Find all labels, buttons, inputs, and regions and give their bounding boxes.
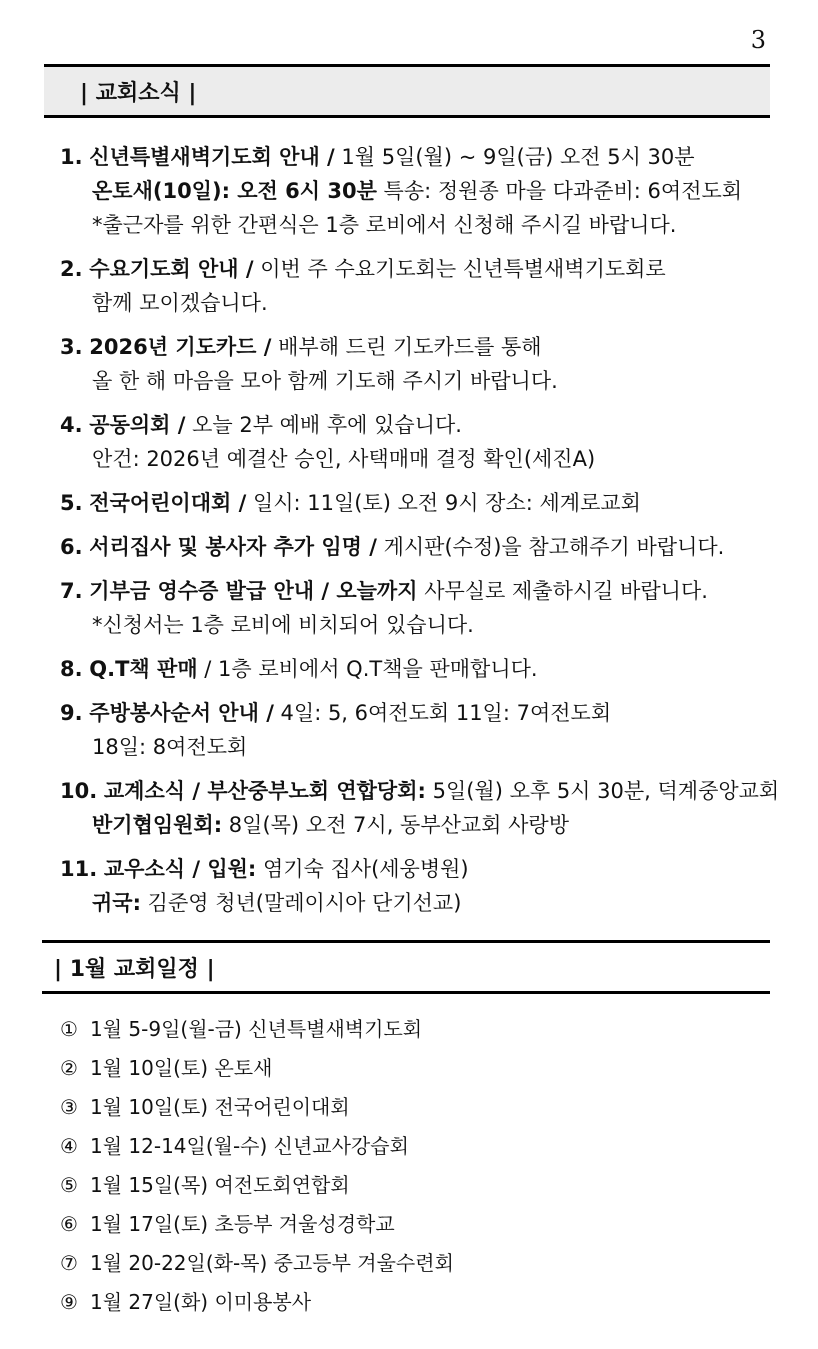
news-item-line <box>60 335 542 359</box>
schedule-item-text: 1월 12-14일(월-수) 신년교사강습회 <box>90 1134 409 1158</box>
news-item-line <box>60 701 611 725</box>
schedule-item <box>60 1205 454 1244</box>
news-item-number: 11. <box>60 857 98 881</box>
schedule-item <box>60 1088 454 1127</box>
news-item <box>60 408 780 476</box>
page-number: 3 <box>750 26 766 54</box>
news-item-line2-text: *신청서는 1층 로비에 비치되어 있습니다. <box>92 613 474 637</box>
news-item-line2 <box>60 808 780 842</box>
news-item-line <box>60 257 666 281</box>
news-item-number: 10. <box>60 779 98 803</box>
news-item <box>60 486 780 520</box>
news-item-title: 수요기도회 안내 / <box>89 257 254 281</box>
news-item-line2-text: 8일(목) 오전 7시, 동부산교회 사랑방 <box>222 813 570 837</box>
news-item-line2-bold: 귀국: <box>92 891 141 915</box>
news-item-line <box>60 491 641 515</box>
schedule-list <box>60 1010 454 1322</box>
news-item-line2-text: 김준영 청년(말레이시아 단기선교) <box>140 891 462 915</box>
news-item-line2-text: 함께 모이겠습니다. <box>92 291 268 315</box>
news-item-text: 1월 5일(월) ~ 9일(금) 오전 5시 30분 <box>334 145 695 169</box>
news-item-number: 9. <box>60 701 83 725</box>
schedule-item <box>60 1010 454 1049</box>
schedule-item <box>60 1127 454 1166</box>
news-item-text: 염기숙 집사(세웅병원) <box>256 857 469 881</box>
schedule-item <box>60 1283 454 1322</box>
news-item-line2-text: 특송: 정원종 마을 다과준비: 6여전도회 <box>376 179 743 203</box>
news-item-text: 4일: 5, 6여전도회 11일: 7여전도회 <box>273 701 612 725</box>
news-item <box>60 530 780 564</box>
news-item-text: 사무실로 제출하시길 바랍니다. <box>417 579 708 603</box>
news-item-text: 오늘 2부 예배 후에 있습니다. <box>185 413 462 437</box>
news-item-line2 <box>60 886 780 920</box>
news-section-header: | 교회소식 | <box>44 64 770 118</box>
news-item-number: 5. <box>60 491 83 515</box>
news-item <box>60 252 780 320</box>
news-item <box>60 852 780 920</box>
news-item-title: 교우소식 / 입원: <box>103 857 257 881</box>
schedule-item-text: 1월 10일(토) 전국어린이대회 <box>90 1095 350 1119</box>
schedule-item-text: 1월 10일(토) 온토새 <box>90 1056 273 1080</box>
schedule-item-number: ⑥ <box>60 1212 78 1236</box>
news-item-line <box>60 145 695 169</box>
news-item <box>60 574 780 642</box>
schedule-item-number: ⑦ <box>60 1251 78 1275</box>
news-item-line <box>60 579 708 603</box>
news-item-title: 주방봉사순서 안내 / <box>89 701 274 725</box>
news-item-line2-text: 안건: 2026년 예결산 승인, 사택매매 결정 확인(세진A) <box>92 447 596 471</box>
news-item-title: 교계소식 / 부산중부노회 연합당회: <box>103 779 426 803</box>
schedule-item-number: ③ <box>60 1095 78 1119</box>
news-item-line2 <box>60 286 780 320</box>
schedule-item-text: 1월 5-9일(월-금) 신년특별새벽기도회 <box>90 1017 423 1041</box>
news-item-line2-text: 올 한 해 마음을 모아 함께 기도해 주시기 바랍니다. <box>92 369 558 393</box>
news-item-line <box>60 657 538 681</box>
news-item-number: 4. <box>60 413 83 437</box>
news-item-number: 1. <box>60 145 83 169</box>
news-item-title: 신년특별새벽기도회 안내 / <box>89 145 335 169</box>
news-item-line2 <box>60 174 780 208</box>
news-item-title: 공동의회 / <box>89 413 186 437</box>
schedule-item-text: 1월 17일(토) 초등부 겨울성경학교 <box>90 1212 395 1236</box>
news-item-title: 서리집사 및 봉사자 추가 임명 / <box>89 535 377 559</box>
news-item <box>60 774 780 842</box>
news-item <box>60 696 780 764</box>
schedule-item <box>60 1166 454 1205</box>
schedule-item-number: ① <box>60 1017 78 1041</box>
news-item-line2 <box>60 608 780 642</box>
news-item-line <box>60 857 469 881</box>
news-item-number: 3. <box>60 335 83 359</box>
news-item-line2 <box>60 442 780 476</box>
schedule-item-text: 1월 27일(화) 이미용봉사 <box>90 1290 312 1314</box>
schedule-item-number: ④ <box>60 1134 78 1158</box>
news-item-text: 이번 주 수요기도회는 신년특별새벽기도회로 <box>253 257 666 281</box>
news-item <box>60 652 780 686</box>
news-item-text: 게시판(수정)을 참고해주기 바랍니다. <box>376 535 725 559</box>
news-item-line2-bold: 온토새(10일): 오전 6시 30분 <box>92 179 377 203</box>
news-item-title: 2026년 기도카드 / <box>89 335 272 359</box>
news-item <box>60 330 780 398</box>
schedule-item-number: ⑤ <box>60 1173 78 1197</box>
news-item-title: 전국어린이대회 / <box>89 491 247 515</box>
news-item-text: 일시: 11일(토) 오전 9시 장소: 세계로교회 <box>246 491 641 515</box>
news-item <box>60 140 780 242</box>
news-item-number: 8. <box>60 657 83 681</box>
news-item-line2 <box>60 730 780 764</box>
news-item-line <box>60 413 462 437</box>
news-item-title: Q.T책 판매 <box>89 657 198 681</box>
schedule-item-number: ② <box>60 1056 78 1080</box>
schedule-item-number: ⑨ <box>60 1290 78 1314</box>
news-item-line3: *출근자를 위한 간편식은 1층 로비에서 신청해 주시길 바랍니다. <box>92 213 677 237</box>
news-item-line2-bold: 반기협임원회: <box>92 813 223 837</box>
news-item-text: 5일(월) 오후 5시 30분, 덕계중앙교회 <box>425 779 780 803</box>
news-item-number: 2. <box>60 257 83 281</box>
schedule-item <box>60 1244 454 1283</box>
schedule-section-header: | 1월 교회일정 | <box>42 940 770 994</box>
news-item-title: 기부금 영수증 발급 안내 / 오늘까지 <box>89 579 418 603</box>
news-item-line <box>60 779 779 803</box>
news-item-number: 6. <box>60 535 83 559</box>
news-item-line2 <box>60 364 780 398</box>
news-item-text: / 1층 로비에서 Q.T책을 판매합니다. <box>197 657 538 681</box>
news-item-line <box>60 535 724 559</box>
news-item-text: 배부해 드린 기도카드를 통해 <box>271 335 542 359</box>
news-item-number: 7. <box>60 579 83 603</box>
news-list <box>60 140 780 930</box>
news-item-line2-text: 18일: 8여전도회 <box>92 735 248 759</box>
schedule-item <box>60 1049 454 1088</box>
schedule-item-text: 1월 15일(목) 여전도회연합회 <box>90 1173 350 1197</box>
schedule-item-text: 1월 20-22일(화-목) 중고등부 겨울수련회 <box>90 1251 454 1275</box>
